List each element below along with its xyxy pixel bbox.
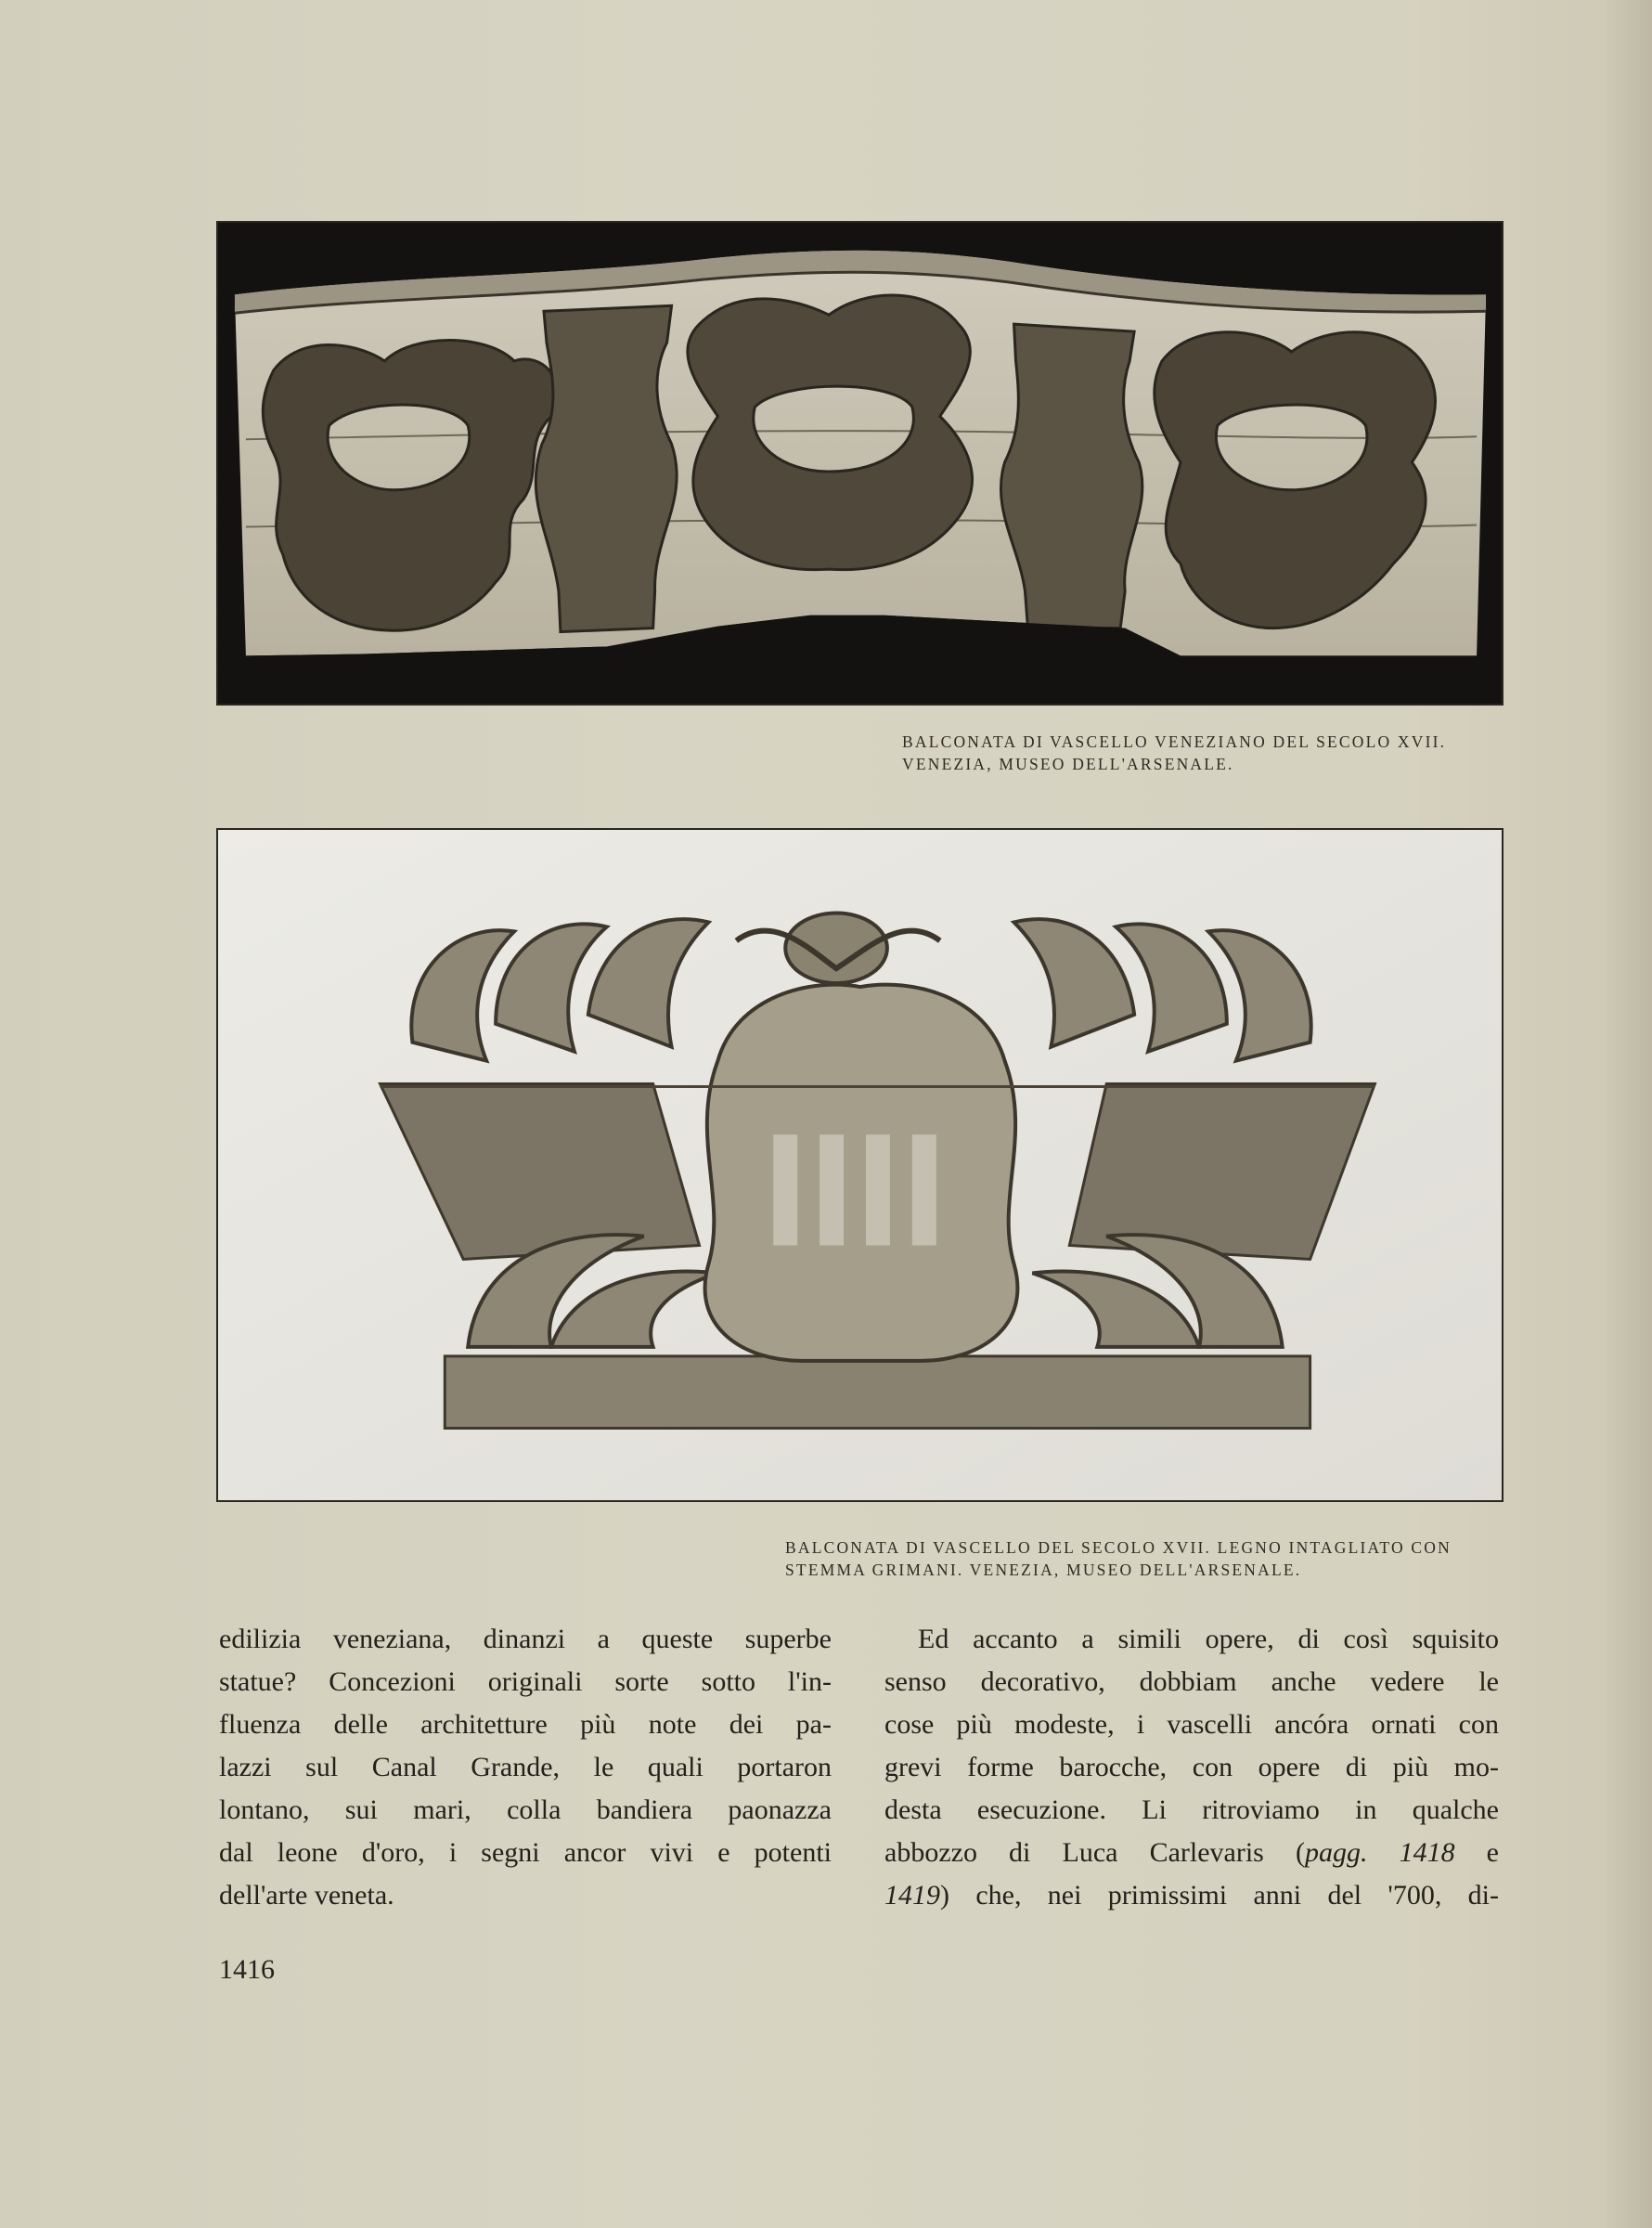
text-line: statue? Concezioni originali sorte sotto l'in- [219, 1666, 832, 1697]
carved-crest-image [218, 830, 1502, 1500]
page-reference: pagg. 1418 [1304, 1837, 1455, 1868]
caption-line: BALCONATA DI VASCELLO DEL SECOLO XVII. LEGNO INTAGLIATO CON [785, 1538, 1452, 1557]
figure-caption-1 [902, 731, 1446, 775]
text-line: fluenza delle architetture più note dei pa- [219, 1709, 832, 1740]
photo-balcony-veneziano [216, 221, 1504, 706]
text-run: e [1454, 1837, 1499, 1868]
text-line: grevi forme barocche, con opere di più mo- [884, 1752, 1499, 1782]
text-line: Ed accanto a simili opere, di così squisito [918, 1624, 1499, 1654]
page-number: 1416 [219, 1954, 275, 1985]
text-run: abbozzo di Luca Carlevaris ( [884, 1837, 1305, 1868]
text-line: edilizia veneziana, dinanzi a queste superbe [219, 1624, 832, 1654]
text-line [884, 1832, 1499, 1874]
text-run: ) che, nei primissimi anni del '700, di- [940, 1880, 1499, 1911]
text-line: lazzi sul Canal Grande, le quali portaron [219, 1752, 832, 1782]
caption-line: BALCONATA DI VASCELLO VENEZIANO DEL SECOLO XVII. [902, 732, 1447, 751]
text-line: desta esecuzione. Li ritroviamo in qualche [884, 1794, 1499, 1825]
figure-caption-2 [785, 1536, 1452, 1581]
text-line: lontano, sui mari, colla bandiera paonazza [219, 1794, 832, 1825]
text-line: senso decorativo, dobbiam anche vedere le [884, 1666, 1499, 1697]
text-line: dal leone d'oro, i segni ancor vivi e potenti [219, 1837, 832, 1868]
text-column-left [219, 1618, 832, 1917]
carved-balcony-image [218, 223, 1502, 704]
text-line: dell'arte veneta. [219, 1880, 394, 1911]
page-reference: 1419 [884, 1880, 940, 1911]
text-column-right [884, 1618, 1499, 1917]
photo-balcony-grimani [216, 828, 1504, 1502]
text-line [884, 1874, 1499, 1917]
caption-line: STEMMA GRIMANI. VENEZIA, MUSEO DELL'ARSENALE. [785, 1561, 1302, 1579]
caption-line: VENEZIA, MUSEO DELL'ARSENALE. [902, 755, 1234, 773]
text-line: cose più modeste, i vascelli ancóra ornati con [884, 1709, 1499, 1740]
